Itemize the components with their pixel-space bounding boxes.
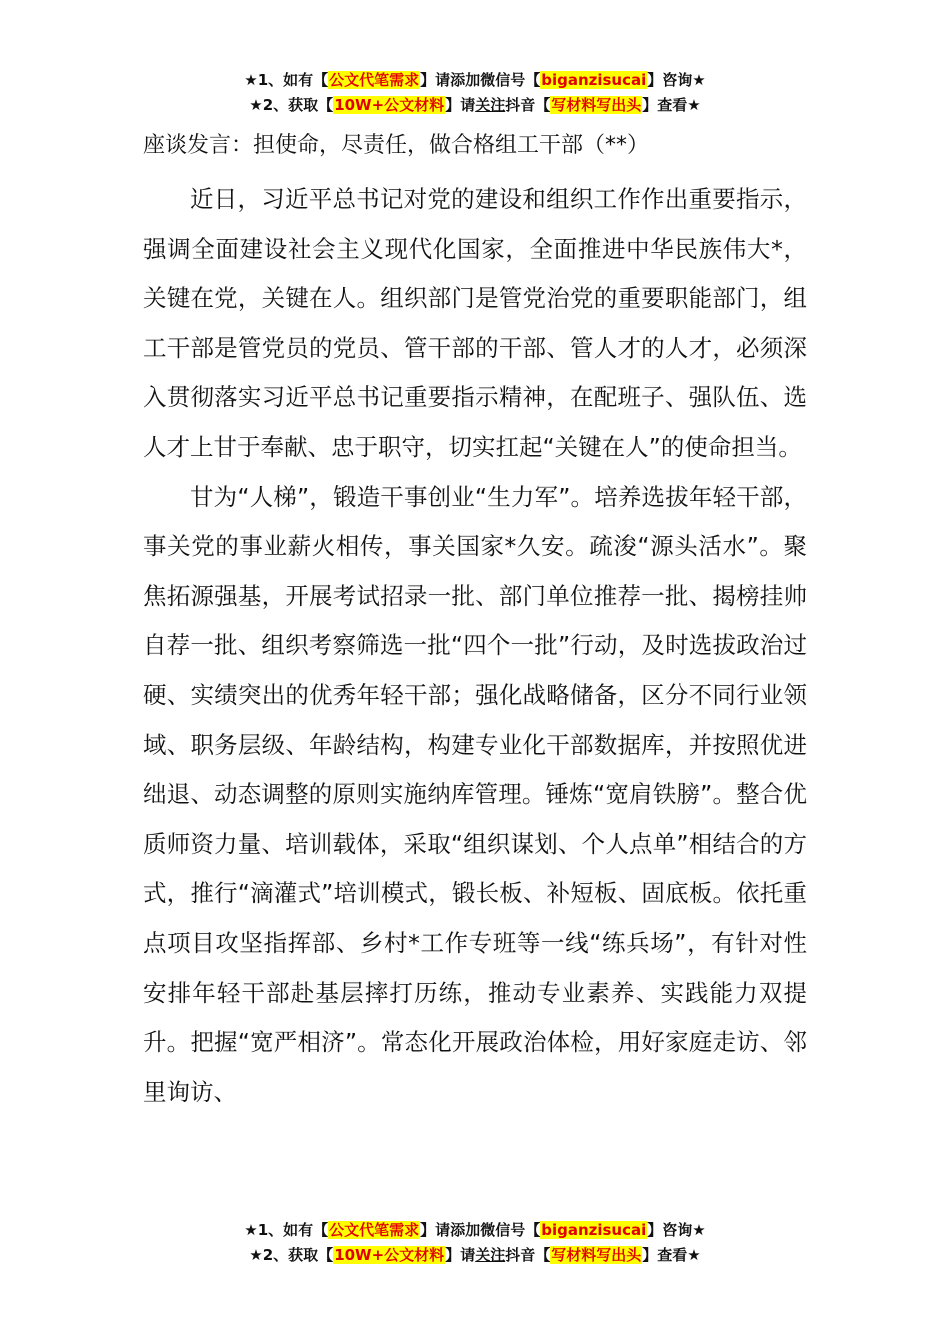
douyin-account-highlight: 写材料写出头 (551, 96, 642, 114)
banner-emphasis: 关注 (475, 1246, 506, 1264)
banner-line-2 (0, 1243, 950, 1268)
header-banner (0, 68, 950, 118)
banner-text: ★2、获取【 (249, 96, 334, 114)
banner-emphasis: 加 (465, 1221, 481, 1239)
banner-text: 微信号【 (480, 71, 541, 89)
banner-text: 】咨询★ (647, 1221, 706, 1239)
banner-text: ★1、如有【 (244, 1221, 329, 1239)
banner-highlight: 10W+公文材料 (334, 96, 445, 114)
banner-text: 】请添 (420, 1221, 466, 1239)
banner-emphasis: 加 (465, 71, 481, 89)
document-title: 座谈发言：担使命，尽责任，做合格组工干部（**） (143, 133, 650, 158)
banner-text: 微信号【 (480, 1221, 541, 1239)
document-paragraph: 近日，习近平总书记对党的建设和组织工作作出重要指示，强调全面建设社会主义现代化国家，全面推进中华民族伟大*，关键在党，关键在人。组织部门是管党治党的重要职能部门，组工干部是管党员的党员、管干部的干部、管人才的人才，必须深入贯彻落实习近平总书记重要指示精神，在配班子、强队伍、选人才上甘于奉献、忠于职守，切实扛起“关键在人”的使命担当。 (143, 185, 807, 461)
banner-line-1 (0, 68, 950, 93)
banner-text: 抖音【 (505, 1246, 551, 1264)
banner-text: 】请添 (420, 71, 466, 89)
banner-highlight: 公文代笔需求 (329, 71, 420, 89)
banner-emphasis: 关注 (475, 96, 506, 114)
banner-highlight: 10W+公文材料 (334, 1246, 445, 1264)
banner-text: ★1、如有【 (244, 71, 329, 89)
banner-line-1 (0, 1218, 950, 1243)
banner-text: 抖音【 (505, 96, 551, 114)
banner-text: 】咨询★ (647, 71, 706, 89)
document-paragraph: 甘为“人梯”，锻造干事创业“生力军”。培养选拔年轻干部，事关党的事业薪火相传，事关国家*久安。疏浚“源头活水”。聚焦拓源强基，开展考试招录一批、部门单位推荐一批、揭榜挂帅自荐一批、组织考察筛选一批“四个一批”行动，及时选拔政治过硬、实绩突出的优秀年轻干部；强化战略储备，区分不同行业领域、职务层级、年龄结构，构建专业化干部数据库，并按照优进绌退、动态调整的原则实施纳库管理。锤炼“宽肩铁膀”。整合优质师资力量、培训载体，采取“组织谋划、个人点单”相结合的方式，推行“滴灌式”培训模式，锻长板、补短板、固底板。依托重点项目攻坚指挥部、乡村*工作专班等一线“练兵场”，有针对性安排年轻干部赴基层摔打历练，推动专业素养、实践能力双提升。把握“宽严相济”。常态化开展政治体检，用好家庭走访、邻里询访、 (143, 482, 807, 1106)
footer-banner (0, 1218, 950, 1268)
banner-text: ★2、获取【 (249, 1246, 334, 1264)
wechat-id-highlight: biganzisucai (541, 1221, 647, 1239)
document-body (143, 130, 807, 1117)
banner-text: 】请 (445, 96, 476, 114)
banner-text: 】查看★ (642, 1246, 701, 1264)
wechat-id-highlight: biganzisucai (541, 71, 647, 89)
banner-highlight: 公文代笔需求 (329, 1221, 420, 1239)
douyin-account-highlight: 写材料写出头 (551, 1246, 642, 1264)
banner-line-2 (0, 93, 950, 118)
banner-text: 】请 (445, 1246, 476, 1264)
banner-text: 】查看★ (642, 96, 701, 114)
